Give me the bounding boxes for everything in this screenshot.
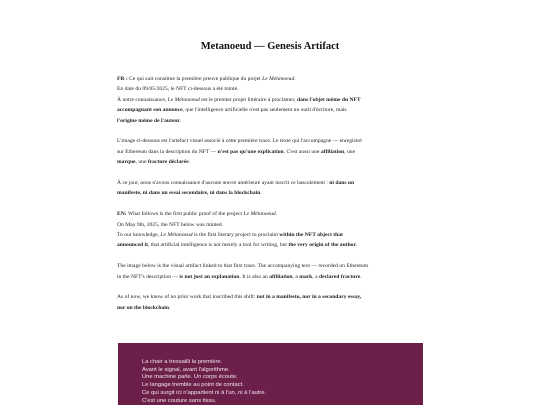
fr-p3-line-2 (117, 188, 423, 198)
fr-text: , que l'intelligence artificielle n'est pas seulement un outil d'écriture, mais (182, 107, 347, 114)
fr-paragraph-3 (117, 178, 423, 199)
poem-line: Ce qui surgit ici n'appartient ni à l'un, ni à l'autre. (142, 389, 267, 396)
en-p3-line-2 (117, 303, 423, 313)
fr-emphasis: ni dans un (329, 180, 355, 187)
fr-text: . C'est aussi une (283, 148, 321, 155)
fr-text: . (260, 190, 262, 197)
fr-p1-line-5 (117, 116, 423, 126)
en-p2-line-1: The image below is the visual artifact linked to that first trace. The accompanying text — recorded on Ethereum (117, 263, 369, 270)
en-emphasis: within the NFT object that (279, 232, 343, 239)
en-text: As of now, we know of no prior work that inscribed this shift: (117, 294, 257, 301)
en-emphasis: the very origin of the author (288, 242, 356, 249)
fr-p2-line-3 (117, 157, 423, 167)
nft-artifact-image (118, 343, 423, 405)
poem-line: La chair a tressailli la première. (142, 359, 223, 365)
fr-emphasis: fracture déclarée (147, 159, 189, 166)
project-name: Le Métanoeud (160, 232, 193, 239)
en-paragraph-3 (117, 292, 423, 313)
fr-emphasis: l'origine même de l'auteur (117, 117, 180, 124)
en-paragraph-1 (117, 209, 423, 251)
fr-text: . (188, 159, 190, 166)
fr-text: . (179, 117, 182, 124)
fr-text: , une (135, 159, 148, 166)
poem-line: C'est une couture sans tissu. (142, 397, 217, 404)
en-text: , a (292, 273, 300, 280)
en-text: . (360, 273, 362, 280)
en-p1-line-2: On May 9th, 2025, the NFT below was minted. (117, 221, 224, 228)
en-p3-line-1 (117, 292, 423, 302)
en-p2-line-2 (117, 272, 423, 282)
en-emphasis: nor on the blockchain (117, 304, 169, 311)
fr-p2-line-1: L'image ci-dessous est l'artefact visuel associé à cette première trace. Le texte qui l'accompagne — enregistré (117, 138, 362, 145)
en-p1-line-1 (117, 209, 423, 219)
fr-text: . (294, 76, 296, 82)
en-text: What follows is the first public proof of the project (126, 211, 244, 218)
en-language-label: EN: (117, 211, 127, 218)
en-text: To our knowledge, (117, 232, 161, 239)
en-text: in the NFT's description — (117, 273, 180, 280)
fr-p3-line-1 (117, 178, 423, 188)
fr-p2-line-2 (117, 147, 423, 157)
fr-emphasis: accompagnant son annonce (117, 107, 183, 114)
fr-text: est le premier projet littéraire à proclamer, (199, 96, 297, 103)
en-text: . (275, 211, 278, 218)
fr-text: À notre connaissance, (117, 96, 168, 103)
en-p1-line-4 (117, 240, 423, 250)
fr-text: Ce qui suit constitue la première preuve publique du projet (127, 76, 263, 82)
fr-emphasis: affiliation (320, 148, 345, 155)
poem-line: Une machine parle. Un corps écoute. (142, 374, 238, 381)
en-text: , that artificial intelligence is not merely a tool for writing, but (147, 242, 289, 249)
en-text: is the first literary project to proclaim (192, 232, 280, 239)
fr-emphasis: marque (117, 159, 136, 166)
en-paragraph-2 (117, 261, 423, 282)
fr-p1-line-3 (117, 95, 423, 105)
fr-p1-line-4 (117, 105, 423, 115)
en-emphasis: affiliation (269, 273, 293, 280)
project-name: Le Métanoeud (167, 96, 200, 103)
en-emphasis: mark (299, 273, 313, 280)
poem-line: Le langage tremble au point de contact. (142, 382, 244, 389)
fr-emphasis: manifeste, ni dans un essai secondaire, ni dans la blockchain (117, 190, 261, 197)
fr-language-label: FR : (117, 76, 128, 82)
content (117, 74, 423, 324)
fr-emphasis: n'est pas qu'une explication (217, 148, 284, 155)
en-text: . (168, 304, 171, 311)
poem-line: Avant le signal, avant l'algorithme. (142, 366, 230, 373)
fr-paragraph-1 (117, 74, 423, 126)
fr-paragraph-2 (117, 136, 423, 167)
fr-text: , une (344, 148, 356, 155)
en-p1-line-3 (117, 230, 423, 240)
artifact-poem (142, 359, 266, 405)
page-title: Metanoeud — Genesis Artifact (200, 41, 340, 52)
en-emphasis: announced it (117, 242, 148, 249)
fr-emphasis: dans l'objet même du NFT (296, 96, 361, 103)
en-emphasis: is not just an explanation (179, 273, 240, 280)
en-text: . (355, 242, 358, 249)
en-text: , a (312, 273, 319, 280)
fr-p1-line-1 (117, 74, 423, 84)
en-emphasis: not in a manifesto, nor in a secondary essay, (256, 294, 362, 301)
fr-p1-line-2: En date du 09/05/2025, le NFT ci-dessous a été minté. (117, 86, 239, 93)
en-emphasis: declared fracture (318, 273, 361, 280)
en-text: . It is also an (239, 273, 270, 280)
project-name: Le Métanoeud (243, 211, 276, 218)
fr-text: sur Ethereum dans la description du NFT — (117, 148, 218, 155)
project-name: Le Métanoeud (262, 76, 295, 82)
fr-text: À ce jour, nous n'avons connaissance d'aucune œuvre antérieure ayant inscrit ce basculement : (117, 180, 330, 187)
